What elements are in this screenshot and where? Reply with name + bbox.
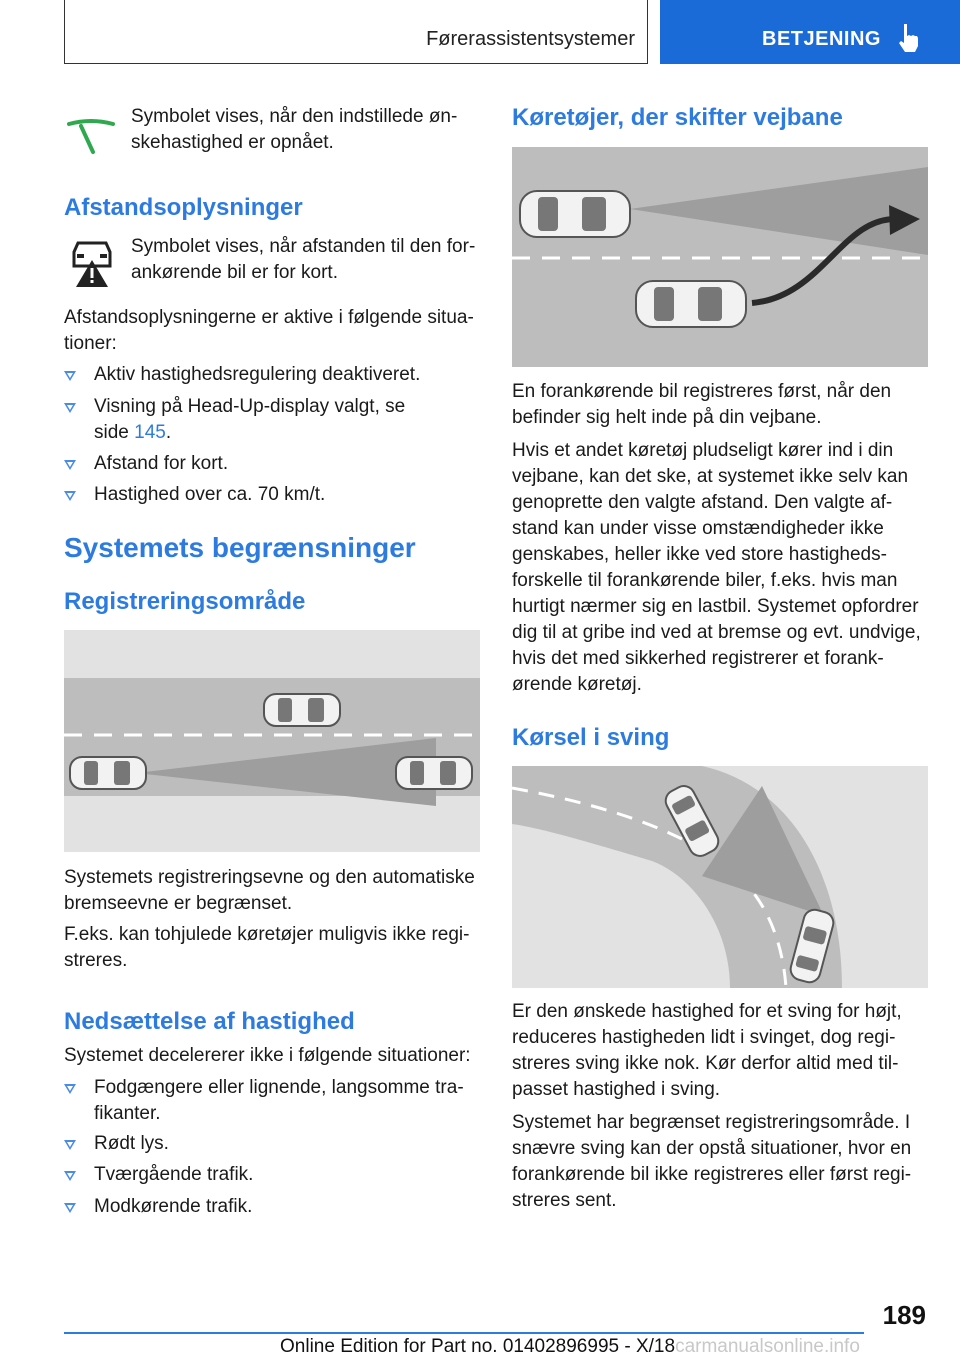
curve-text: Er den ønskede hastighed for et sving for højt, reduceres hastigheden lidt i svinget, dog regi- streres sving ikke nok. Kør derfor altid med til- passet hastighed i sving. Systemet har begrænset registreringsområde. I snævre sving kan der opstå situationer, hvor en forankørende bil ikke registreres eller først regi- streres sent. (512, 1001, 912, 1211)
bullet-icon (64, 491, 76, 501)
speed-symbol-text-2: skehastighed er opnået. (131, 132, 334, 153)
list-item: Visning på Head-Up-display valgt, se side 145. (64, 394, 480, 448)
page-link[interactable]: 145 (134, 422, 166, 443)
bullet-icon (64, 1171, 76, 1181)
afstand-symbol-text-1: Symbolet vises, når afstanden til den for- (131, 236, 476, 257)
distance-warning-icon (68, 238, 116, 290)
watermark: carmanualsonline.info (675, 1336, 860, 1357)
detect-heading: Registreringsområde (64, 588, 306, 615)
lane-change-text: En forankørende bil registreres først, når den befinder sig helt inde på din vejbane. Hvis et andet køretøj pludseligt kører ind i din vejbane, kan det ske, at systemet ikke selv kan genoprette den valgte afstand. Den valgte af- stand kan under visse omstændigheder ikke genskabes, heller ikke ved store hastigheds- forskelle til forankørende biler, f.eks. hvis man hurtigt nærmer sig en lastbil. Systemet opfordrer dig til at gribe ind ved at bremse og evt. undvige, hvis det med sikkerhed registrerer et forank- ørende køretøj. (512, 381, 921, 695)
afstand-symbol-text-2: ankørende bil er for kort. (131, 262, 338, 283)
bullet-icon (64, 1203, 76, 1213)
bullet-icon (64, 371, 76, 381)
afstand-intro-2: tioner: (64, 333, 117, 354)
list-item: Modkørende trafik. (64, 1194, 480, 1222)
header-chapter-title: BETJENING (762, 28, 881, 50)
own-car (70, 757, 146, 789)
lane-change-figure (512, 147, 928, 367)
bullet-icon (64, 1084, 76, 1094)
bullet-icon (64, 1140, 76, 1150)
footer-divider (64, 1332, 864, 1334)
header-chapter-tab[interactable] (660, 0, 960, 64)
detect-caption-1: Systemets registreringsevne og den automatiske (64, 867, 475, 888)
list-item: Tværgående trafik. (64, 1162, 480, 1190)
page-number: 189 (882, 1300, 926, 1330)
detection-range-figure (64, 630, 480, 852)
lane-change-heading: Køretøjer, der skifter vejbane (512, 104, 843, 131)
detect-caption-2: bremseevne er begrænset. (64, 893, 293, 914)
car-same-lane (396, 757, 472, 789)
list-item: Hastighed over ca. 70 km/t. (64, 482, 480, 510)
limits-heading: Systemets begrænsninger (64, 532, 416, 563)
speed-reduction-heading: Nedsættelse af hastighed (64, 1008, 355, 1035)
header-section-title: Førerassistentsystemer (426, 28, 635, 50)
hand-pointer-icon (896, 22, 922, 54)
speed-reached-icon (66, 116, 116, 156)
detect-text-1: F.eks. kan tohjulede køretøjer muligvis ikke regi- (64, 924, 470, 945)
list-item: Fodgængere eller lignende, langsomme tra- fikanter. (64, 1075, 480, 1129)
bullet-icon (64, 403, 76, 413)
list-item: Afstand for kort. (64, 451, 480, 479)
own-car (520, 191, 630, 237)
list-item: Aktiv hastighedsregulering deaktiveret. (64, 362, 480, 390)
merging-car (636, 281, 746, 327)
afstand-intro-1: Afstandsoplysningerne er aktive i følgende situa- (64, 307, 474, 328)
footer-edition-text: Online Edition for Part no. 01402896995 - X/18carmanualsonline.info (280, 1336, 860, 1357)
header-section-box (64, 0, 648, 64)
detect-text-2: streres. (64, 950, 128, 971)
speed-symbol-text-1: Symbolet vises, når den indstillede øn- (131, 106, 458, 127)
speed-intro: Systemet decelererer ikke i følgende situationer: (64, 1045, 471, 1066)
bullet-icon (64, 460, 76, 470)
afstand-heading: Afstandsoplysninger (64, 194, 303, 221)
curve-driving-figure (512, 766, 928, 988)
car-adjacent-lane (264, 694, 340, 726)
list-item: Rødt lys. (64, 1131, 480, 1159)
curve-heading: Kørsel i sving (512, 724, 670, 751)
